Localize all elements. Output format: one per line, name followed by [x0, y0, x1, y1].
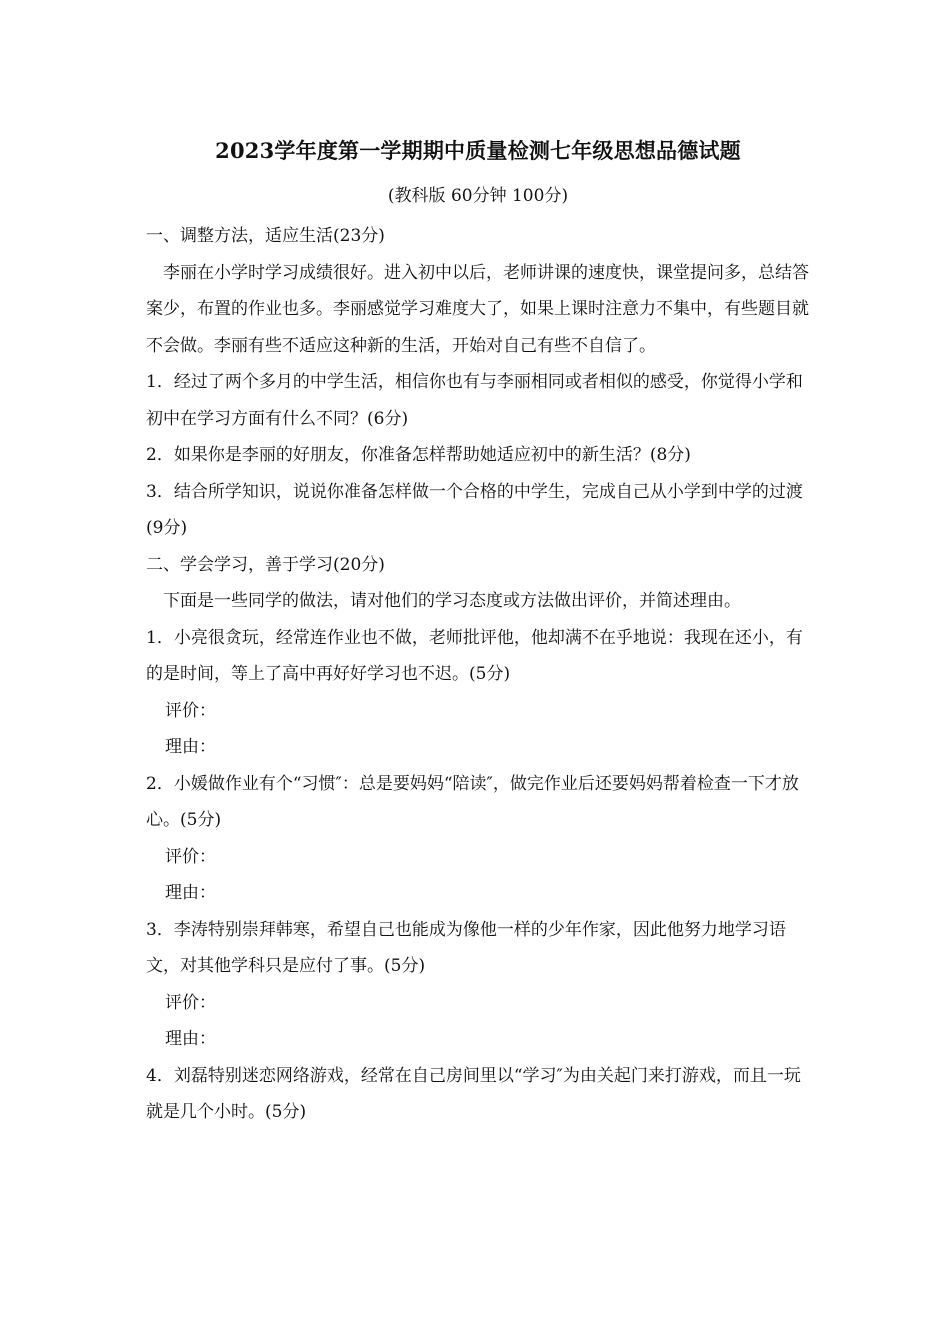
section1-passage: 李丽在小学时学习成绩很好。进入初中以后，老师讲课的速度快，课堂提问多，总结答案少，布置的作业也多。李丽感觉学习难度大了，如果上课时注意力不集中，有些题目就不会做。李丽有些不适应这种新的生活，开始对自己有些不自信了。: [146, 262, 809, 356]
document-content: [146, 136, 810, 1131]
evaluation-label: 评价：: [165, 700, 216, 721]
reason-label: 理由：: [165, 737, 216, 757]
section1-question-2: 2．如果你是李丽的好朋友，你准备怎样帮助她适应初中的新生活？(8分): [146, 445, 691, 465]
exam-info: (教科版 60分钟 100分): [387, 186, 569, 206]
section2-item-2: 2．小媛做作业有个“习惯″：总是要妈妈“陪读″，做完作业后还要妈妈帮着检查一下才放心。(5分): [146, 773, 799, 830]
reason-label: 理由：: [165, 1029, 216, 1049]
evaluation-label: 评价：: [165, 992, 216, 1013]
reason-label: 理由：: [165, 883, 216, 903]
section2-item-1: 1．小亮很贪玩，经常连作业也不做，老师批评他，他却满不在乎地说：我现在还小，有的是时间，等上了高中再好好学习也不迟。(5分): [146, 627, 803, 684]
section1-question-1: 1．经过了两个多月的中学生活，相信你也有与李丽相同或者相似的感受，你觉得小学和初中在学习方面有什么不同？(6分): [146, 372, 803, 429]
section2-heading: 二、学会学习，善于学习(20分): [146, 554, 385, 575]
page-title: 2023学年度第一学期期中质量检测七年级思想品德试题: [215, 138, 741, 163]
section1-heading: 一、调整方法，适应生活(23分): [146, 226, 385, 246]
section2-item-3: 3．李涛特别崇拜韩寒，希望自己也能成为像他一样的少年作家，因此他努力地学习语文，对其他学科只是应付了事。(5分): [146, 919, 786, 976]
evaluation-label: 评价：: [165, 846, 216, 867]
section1-question-3: 3．结合所学知识，说说你准备怎样做一个合格的中学生，完成自己从小学到中学的过渡(9分): [146, 481, 803, 538]
section2-intro: 下面是一些同学的做法，请对他们的学习态度或方法做出评价，并简述理由。: [163, 591, 741, 611]
section2-item-4: 4．刘磊特别迷恋网络游戏，经常在自己房间里以“学习″为由关起门来打游戏，而且一玩就是几个小时。(5分): [146, 1065, 801, 1122]
